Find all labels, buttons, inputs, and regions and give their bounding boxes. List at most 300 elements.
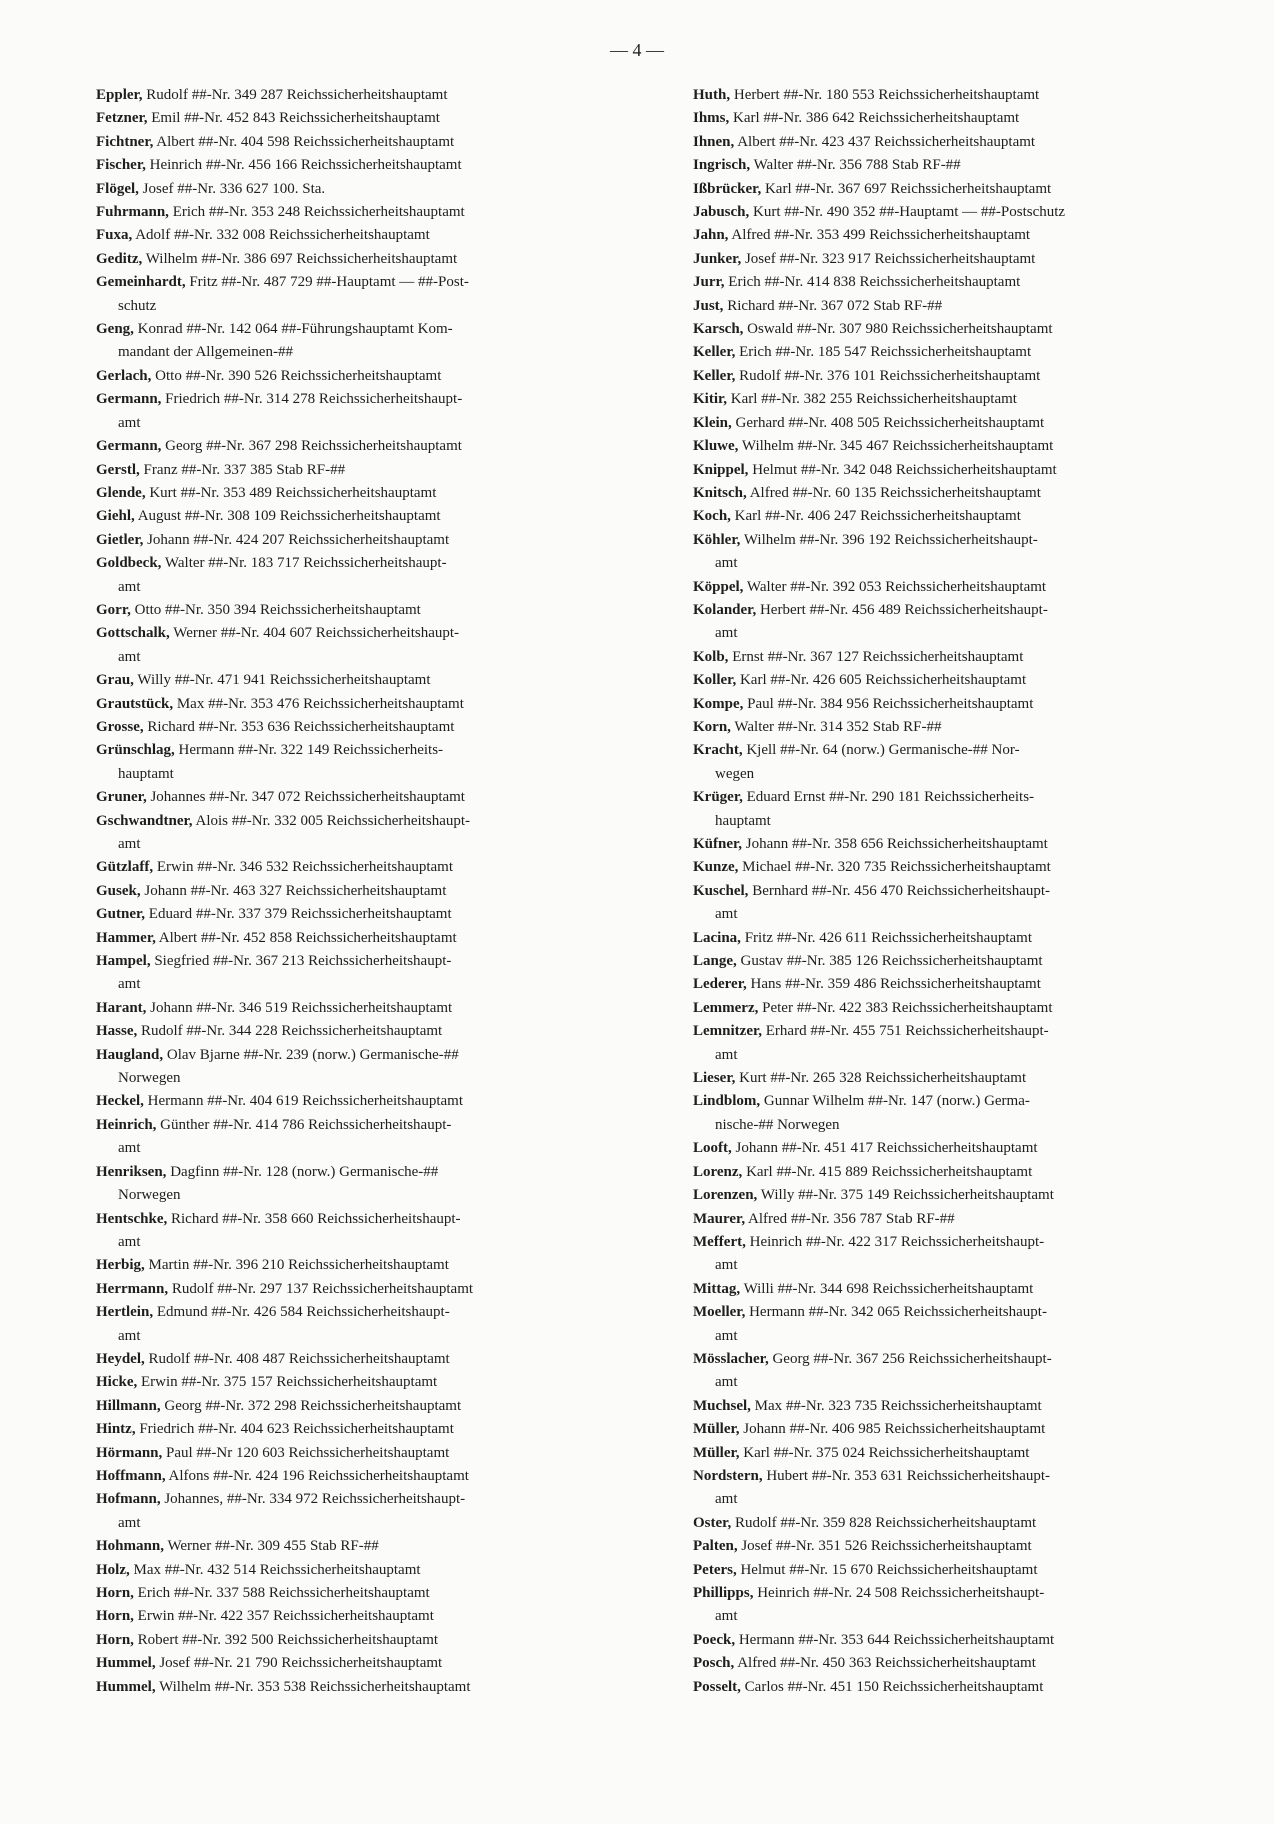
entry-surname: Posch, [693, 1655, 735, 1672]
directory-entry [96, 1208, 636, 1255]
entry-details: Helmut ##-Nr. 15 670 Reichssicherheitshauptamt [740, 1561, 1038, 1578]
entry-details: Josef ##-Nr. 323 917 Reichssicherheitshauptamt [744, 250, 1036, 267]
entry-surname: Lange, [693, 953, 737, 970]
entry-details: Hermann ##-Nr. 404 619 Reichssicherheitshauptamt [147, 1093, 464, 1110]
entry-details: Willy ##-Nr. 471 941 Reichssicherheitshauptamt [137, 672, 431, 689]
directory-entry [693, 880, 1233, 927]
directory-entry [96, 1371, 636, 1394]
directory-entry [693, 669, 1233, 692]
directory-entry [96, 1020, 636, 1043]
entry-details: Paul ##-Nr. 384 956 Reichssicherheitshauptamt [747, 695, 1034, 712]
directory-entry [693, 1442, 1233, 1465]
entry-details: Karl ##-Nr. 426 605 Reichssicherheitshauptamt [739, 672, 1027, 689]
entry-surname: Knippel, [693, 461, 749, 478]
directory-entry [693, 997, 1233, 1020]
entry-surname: Lacina, [693, 929, 741, 946]
entry-details: Richard ##-Nr. 358 660 Reichssicherheitshaupt- [171, 1210, 461, 1227]
directory-entry [96, 669, 636, 692]
entry-surname: Kunze, [693, 859, 739, 876]
directory-entry [96, 1114, 636, 1161]
entry-details: Erich ##-Nr. 414 838 Reichssicherheitshauptamt [728, 274, 1021, 291]
directory-entry [693, 1395, 1233, 1418]
entry-details: Paul ##-Nr 120 603 Reichssicherheitshauptamt [166, 1444, 450, 1461]
entry-surname: Posselt, [693, 1678, 741, 1695]
entry-details: Werner ##-Nr. 404 607 Reichssicherheitshaupt- [173, 625, 460, 642]
entry-details: Emil ##-Nr. 452 843 Reichssicherheitshauptamt [151, 110, 440, 127]
entry-details: Karl ##-Nr. 406 247 Reichssicherheitshauptamt [734, 508, 1021, 525]
entry-surname: Glende, [96, 484, 146, 501]
entry-details: Fritz ##-Nr. 487 729 ##-Hauptamt — ##-Post- [189, 274, 469, 291]
entry-details: Georg ##-Nr. 367 298 Reichssicherheitshauptamt [165, 438, 462, 455]
entry-details: Rudolf ##-Nr. 344 228 Reichssicherheitshauptamt [141, 1023, 443, 1040]
directory-entry [693, 1090, 1233, 1137]
entry-details: Karl ##-Nr. 386 642 Reichssicherheitshauptamt [733, 110, 1020, 127]
entry-continuation: Norwegen [118, 1070, 181, 1087]
entry-surname: Goldbeck, [96, 555, 162, 572]
entry-surname: Müller, [693, 1421, 740, 1438]
entry-details: Albert ##-Nr. 404 598 Reichssicherheitshauptamt [156, 133, 455, 150]
directory-entry [96, 856, 636, 879]
entry-surname: Giehl, [96, 508, 135, 525]
entry-surname: Junker, [693, 250, 742, 267]
directory-entry [693, 271, 1233, 294]
entry-details: Richard ##-Nr. 367 072 Stab RF-## [727, 297, 943, 314]
entry-details: Johann ##-Nr. 451 417 Reichssicherheitshauptamt [735, 1140, 1038, 1157]
entry-details: Alfons ##-Nr. 424 196 Reichssicherheitshauptamt [168, 1467, 469, 1484]
entry-surname: Gschwandtner, [96, 812, 193, 829]
directory-entry [693, 927, 1233, 950]
entry-details: Hubert ##-Nr. 353 631 Reichssicherheitshaupt- [766, 1467, 1051, 1484]
directory-entry [96, 84, 636, 107]
entry-surname: Müller, [693, 1444, 740, 1461]
entry-details: Eduard ##-Nr. 337 379 Reichssicherheitshauptamt [148, 906, 452, 923]
entry-details: Alfred ##-Nr. 450 363 Reichssicherheitshauptamt [737, 1655, 1036, 1672]
entry-surname: Hillmann, [96, 1397, 161, 1414]
directory-entry [96, 1465, 636, 1488]
directory-entry [693, 856, 1233, 879]
entry-surname: Fuhrmann, [96, 204, 169, 221]
entry-surname: Klein, [693, 414, 732, 431]
entry-details: Kurt ##-Nr. 265 328 Reichssicherheitshauptamt [739, 1070, 1027, 1087]
directory-entry [693, 646, 1233, 669]
directory-entry [96, 1535, 636, 1558]
entry-surname: Germann, [96, 391, 162, 408]
directory-entry [693, 154, 1233, 177]
entry-details: Helmut ##-Nr. 342 048 Reichssicherheitshauptamt [752, 461, 1057, 478]
entry-surname: Germann, [96, 438, 162, 455]
entry-details: Josef ##-Nr. 21 790 Reichssicherheitshauptamt [159, 1655, 443, 1672]
directory-entry [693, 833, 1233, 856]
entry-continuation: hauptamt [715, 812, 771, 829]
entry-surname: Huth, [693, 87, 731, 103]
entry-surname: Ißbrücker, [693, 180, 762, 197]
entry-details: Otto ##-Nr. 390 526 Reichssicherheitshauptamt [155, 367, 442, 384]
entry-continuation: amt [118, 1327, 141, 1344]
directory-entry [693, 1559, 1233, 1582]
entry-continuation: amt [118, 1514, 141, 1531]
entry-details: Adolf ##-Nr. 332 008 Reichssicherheitshauptamt [135, 227, 430, 244]
entry-surname: Jabusch, [693, 204, 750, 221]
entry-surname: Koller, [693, 672, 737, 689]
entry-details: Dagfinn ##-Nr. 128 (norw.) Germanische-## [170, 1163, 439, 1180]
directory-entry [96, 1418, 636, 1441]
entry-surname: Peters, [693, 1561, 737, 1578]
entry-details: Heinrich ##-Nr. 456 166 Reichssicherheitshauptamt [149, 157, 462, 174]
directory-entry [96, 1559, 636, 1582]
entry-details: Hermann ##-Nr. 353 644 Reichssicherheitshauptamt [738, 1631, 1055, 1648]
entry-surname: Fischer, [96, 157, 146, 174]
entry-continuation: hauptamt [118, 765, 174, 782]
entry-surname: Hohmann, [96, 1538, 164, 1555]
directory-entry [96, 997, 636, 1020]
entry-continuation: schutz [118, 297, 157, 314]
directory-entry [693, 365, 1233, 388]
entry-surname: Maurer, [693, 1210, 746, 1227]
entry-details: Richard ##-Nr. 353 636 Reichssicherheitshauptamt [147, 718, 455, 735]
entry-continuation: amt [715, 1491, 738, 1508]
directory-entry [96, 154, 636, 177]
entry-details: Fritz ##-Nr. 426 611 Reichssicherheitshauptamt [744, 929, 1032, 946]
entry-surname: Köppel, [693, 578, 744, 595]
entry-surname: Hampel, [96, 953, 151, 970]
entry-surname: Lieser, [693, 1070, 736, 1087]
entry-surname: Gusek, [96, 882, 141, 899]
entry-surname: Keller, [693, 344, 736, 361]
directory-entry [96, 1161, 636, 1208]
entry-details: Georg ##-Nr. 372 298 Reichssicherheitshauptamt [164, 1397, 462, 1414]
entry-surname: Hummel, [96, 1678, 156, 1695]
entry-surname: Lorenz, [693, 1163, 743, 1180]
entry-surname: Hertlein, [96, 1304, 154, 1321]
directory-entry [693, 1676, 1233, 1699]
entry-surname: Hörmann, [96, 1444, 163, 1461]
entry-continuation: nische-## Norwegen [715, 1116, 840, 1133]
entry-details: Gerhard ##-Nr. 408 505 Reichssicherheitshauptamt [735, 414, 1045, 431]
directory-entry [693, 295, 1233, 318]
entry-surname: Heydel, [96, 1350, 145, 1367]
entry-surname: Mittag, [693, 1280, 741, 1297]
entry-details: August ##-Nr. 308 109 Reichssicherheitshauptamt [137, 508, 441, 525]
entry-details: Albert ##-Nr. 423 437 Reichssicherheitshauptamt [737, 133, 1036, 150]
entry-details: Rudolf ##-Nr. 408 487 Reichssicherheitshauptamt [148, 1350, 450, 1367]
entry-continuation: amt [118, 648, 141, 665]
entry-details: Rudolf ##-Nr. 376 101 Reichssicherheitshauptamt [739, 367, 1041, 384]
entry-details: Martin ##-Nr. 396 210 Reichssicherheitshauptamt [148, 1257, 449, 1274]
entry-details: Herbert ##-Nr. 456 489 Reichssicherheitshaupt- [759, 601, 1048, 618]
entry-continuation: amt [715, 1046, 738, 1063]
entry-surname: Koch, [693, 508, 731, 525]
entry-details: Johannes ##-Nr. 347 072 Reichssicherheitshauptamt [150, 789, 465, 806]
entry-surname: Holz, [96, 1561, 130, 1578]
entry-details: Alfred ##-Nr. 356 787 Stab RF-## [748, 1210, 955, 1227]
entry-surname: Lemnitzer, [693, 1023, 763, 1040]
directory-entry [693, 1301, 1233, 1348]
directory-entry [96, 482, 636, 505]
entry-surname: Kolb, [693, 648, 729, 665]
entry-surname: Meffert, [693, 1233, 746, 1250]
entry-details: Robert ##-Nr. 392 500 Reichssicherheitshauptamt [137, 1631, 439, 1648]
entry-details: Karl ##-Nr. 367 697 Reichssicherheitshauptamt [764, 180, 1052, 197]
entry-continuation: Norwegen [118, 1187, 181, 1204]
directory-entry [693, 178, 1233, 201]
entry-continuation: mandant der Allgemeinen-## [118, 344, 293, 361]
entry-details: Erhard ##-Nr. 455 751 Reichssicherheitshaupt- [765, 1023, 1049, 1040]
directory-entry [96, 459, 636, 482]
entry-surname: Fuxa, [96, 227, 133, 244]
entry-continuation: amt [118, 836, 141, 852]
entry-details: Siegfried ##-Nr. 367 213 Reichssicherheitshaupt- [154, 953, 452, 970]
entry-surname: Herrmann, [96, 1280, 169, 1297]
directory-entry [96, 1301, 636, 1348]
entry-surname: Jahn, [693, 227, 729, 244]
entry-surname: Horn, [96, 1585, 134, 1601]
entry-details: Rudolf ##-Nr. 297 137 Reichssicherheitshauptamt [171, 1280, 474, 1297]
entry-details: Wilhelm ##-Nr. 396 192 Reichssicherheitshaupt- [743, 531, 1038, 548]
directory-entry [96, 1254, 636, 1277]
directory-entry [693, 576, 1233, 599]
entry-surname: Grautstück, [96, 695, 174, 712]
directory-entry [693, 1348, 1233, 1395]
entry-surname: Krüger, [693, 789, 743, 806]
entry-surname: Gerstl, [96, 461, 140, 478]
directory-entry [693, 1535, 1233, 1558]
entry-surname: Korn, [693, 718, 731, 735]
directory-entry [96, 903, 636, 926]
directory-entry [96, 318, 636, 365]
entry-details: Michael ##-Nr. 320 735 Reichssicherheitshauptamt [742, 859, 1051, 876]
directory-entry [693, 435, 1233, 458]
entry-surname: Gützlaff, [96, 859, 154, 876]
entry-surname: Fichtner, [96, 133, 154, 150]
entry-details: Albert ##-Nr. 452 858 Reichssicherheitshauptamt [158, 929, 457, 946]
entry-details: Edmund ##-Nr. 426 584 Reichssicherheitshaupt- [156, 1304, 450, 1321]
directory-entry [96, 388, 636, 435]
directory-entry [96, 739, 636, 786]
directory-entry [693, 388, 1233, 411]
directory-entry [693, 1208, 1233, 1231]
entry-surname: Fetzner, [96, 110, 148, 127]
entry-surname: Ingrisch, [693, 157, 751, 174]
entry-surname: Palten, [693, 1538, 738, 1555]
entry-details: Alfred ##-Nr. 353 499 Reichssicherheitshauptamt [731, 227, 1031, 244]
entry-details: Wilhelm ##-Nr. 345 467 Reichssicherheitshauptamt [741, 438, 1054, 455]
entry-continuation: amt [118, 976, 141, 993]
entry-surname: Eppler, [96, 87, 143, 103]
entry-surname: Gruner, [96, 789, 147, 806]
entry-details: Kurt ##-Nr. 490 352 ##-Hauptamt — ##-Postschutz [753, 204, 1066, 221]
entry-surname: Ihnen, [693, 133, 735, 150]
directory-entry [693, 1278, 1233, 1301]
entry-surname: Lindblom, [693, 1093, 761, 1110]
directory-entry [693, 459, 1233, 482]
entry-continuation: amt [715, 625, 738, 642]
entry-details: Hans ##-Nr. 359 486 Reichssicherheitshauptamt [750, 976, 1041, 993]
entry-surname: Muchsel, [693, 1397, 751, 1414]
entry-surname: Phillipps, [693, 1585, 754, 1601]
entry-surname: Kracht, [693, 742, 743, 759]
directory-entry [96, 599, 636, 622]
directory-entry [96, 1629, 636, 1652]
directory-entry [693, 482, 1233, 505]
entry-details: Günther ##-Nr. 414 786 Reichssicherheitshaupt- [160, 1116, 452, 1133]
directory-entry [96, 131, 636, 154]
entry-details: Johann ##-Nr. 424 207 Reichssicherheitshauptamt [147, 531, 450, 548]
entry-details: Erwin ##-Nr. 375 157 Reichssicherheitshauptamt [141, 1374, 438, 1391]
directory-entry [96, 927, 636, 950]
entry-details: Peter ##-Nr. 422 383 Reichssicherheitshauptamt [762, 999, 1053, 1016]
entry-details: Olav Bjarne ##-Nr. 239 (norw.) Germanische-## [166, 1046, 459, 1063]
directory-entry [96, 786, 636, 809]
directory-entry [693, 739, 1233, 786]
entry-surname: Hintz, [96, 1421, 136, 1438]
entry-details: Max ##-Nr. 323 735 Reichssicherheitshauptamt [754, 1397, 1042, 1414]
directory-entry [96, 950, 636, 997]
entry-surname: Gorr, [96, 601, 131, 618]
directory-entry [96, 693, 636, 716]
directory-entry [693, 1582, 1233, 1629]
directory-entry [96, 178, 636, 201]
entry-continuation: amt [118, 1140, 141, 1157]
entry-surname: Hasse, [96, 1023, 138, 1040]
entry-surname: Hummel, [96, 1655, 156, 1672]
entry-surname: Gutner, [96, 906, 146, 923]
entry-details: Walter ##-Nr. 314 352 Stab RF-## [734, 718, 942, 735]
entry-surname: Horn, [96, 1608, 134, 1625]
entry-surname: Heckel, [96, 1093, 144, 1110]
entry-surname: Mösslacher, [693, 1350, 769, 1367]
entry-details: Oswald ##-Nr. 307 980 Reichssicherheitshauptamt [747, 321, 1053, 338]
entry-details: Karl ##-Nr. 375 024 Reichssicherheitshauptamt [743, 1444, 1030, 1461]
directory-entry [693, 131, 1233, 154]
entry-details: Erwin ##-Nr. 346 532 Reichssicherheitshauptamt [156, 859, 454, 876]
entry-details: Walter ##-Nr. 183 717 Reichssicherheitshaupt- [164, 555, 447, 572]
entry-surname: Hofmann, [96, 1491, 161, 1508]
directory-entry [693, 1652, 1233, 1675]
entry-details: Josef ##-Nr. 351 526 Reichssicherheitshauptamt [741, 1538, 1032, 1555]
entry-details: Johann ##-Nr. 358 656 Reichssicherheitshauptamt [745, 836, 1048, 852]
entry-surname: Heinrich, [96, 1116, 157, 1133]
entry-surname: Gietler, [96, 531, 144, 548]
directory-entry [96, 107, 636, 130]
entry-surname: Kluwe, [693, 438, 739, 455]
directory-entry [96, 622, 636, 669]
entry-continuation: amt [118, 414, 141, 431]
entry-details: Kjell ##-Nr. 64 (norw.) Germanische-## Nor- [746, 742, 1020, 759]
entry-details: Rudolf ##-Nr. 359 828 Reichssicherheitshauptamt [734, 1514, 1037, 1531]
directory-entry [96, 1488, 636, 1535]
directory-entry [96, 435, 636, 458]
directory-entry [693, 973, 1233, 996]
entry-details: Karl ##-Nr. 382 255 Reichssicherheitshauptamt [730, 391, 1017, 408]
entry-details: Erwin ##-Nr. 422 357 Reichssicherheitshauptamt [137, 1608, 434, 1625]
entry-continuation: amt [715, 1257, 738, 1274]
entry-details: Johann ##-Nr. 406 985 Reichssicherheitshauptamt [743, 1421, 1046, 1438]
directory-entry [693, 716, 1233, 739]
directory-entry [693, 529, 1233, 576]
entry-details: Josef ##-Nr. 336 627 100. Sta. [142, 180, 326, 197]
directory-entry [693, 1231, 1233, 1278]
entry-details: Alfred ##-Nr. 60 135 Reichssicherheitshauptamt [749, 484, 1041, 501]
directory-entry [96, 201, 636, 224]
entry-surname: Just, [693, 297, 724, 314]
entry-surname: Nordstern, [693, 1467, 763, 1484]
entry-surname: Küfner, [693, 836, 743, 852]
entry-surname: Gottschalk, [96, 625, 170, 642]
entry-surname: Grau, [96, 672, 134, 689]
entry-surname: Kitir, [693, 391, 728, 408]
entry-surname: Hammer, [96, 929, 156, 946]
entry-details: Johann ##-Nr. 346 519 Reichssicherheitshauptamt [150, 999, 453, 1016]
entry-details: Johannes, ##-Nr. 334 972 Reichssicherheitshaupt- [164, 1491, 466, 1508]
directory-entry [693, 505, 1233, 528]
entry-surname: Herbig, [96, 1257, 145, 1274]
entry-surname: Kolander, [693, 601, 757, 618]
entry-surname: Lederer, [693, 976, 747, 993]
entry-details: Erich ##-Nr. 185 547 Reichssicherheitshauptamt [739, 344, 1032, 361]
entry-continuation: amt [715, 1608, 738, 1625]
entry-surname: Geditz, [96, 250, 143, 267]
entry-surname: Köhler, [693, 531, 741, 548]
directory-entry [693, 341, 1233, 364]
entry-details: Franz ##-Nr. 337 385 Stab RF-## [143, 461, 346, 478]
entry-surname: Harant, [96, 999, 147, 1016]
entry-details: Heinrich ##-Nr. 24 508 Reichssicherheitshaupt- [757, 1585, 1045, 1601]
directory-entry [693, 1137, 1233, 1160]
entry-details: Friedrich ##-Nr. 314 278 Reichssicherheitshaupt- [165, 391, 463, 408]
entry-details: Willi ##-Nr. 344 698 Reichssicherheitshauptamt [743, 1280, 1034, 1297]
entry-details: Ernst ##-Nr. 367 127 Reichssicherheitshauptamt [732, 648, 1024, 665]
entry-details: Herbert ##-Nr. 180 553 Reichssicherheitshauptamt [733, 87, 1040, 103]
directory-entry [693, 693, 1233, 716]
entry-surname: Poeck, [693, 1631, 736, 1648]
entry-details: Walter ##-Nr. 392 053 Reichssicherheitshauptamt [746, 578, 1047, 595]
directory-entry [96, 1442, 636, 1465]
entry-continuation: wegen [715, 765, 755, 782]
directory-entry [96, 1652, 636, 1675]
entry-surname: Keller, [693, 367, 736, 384]
directory-entry [96, 365, 636, 388]
entry-details: Erich ##-Nr. 353 248 Reichssicherheitshauptamt [172, 204, 465, 221]
entry-details: Konrad ##-Nr. 142 064 ##-Führungshauptamt Kom- [137, 321, 453, 338]
directory-entry [693, 1418, 1233, 1441]
entry-surname: Hentschke, [96, 1210, 168, 1227]
entry-surname: Hicke, [96, 1374, 138, 1391]
directory-entry [693, 950, 1233, 973]
directory-entry [96, 271, 636, 318]
directory-entry [693, 1184, 1233, 1207]
directory-entry [693, 201, 1233, 224]
entry-surname: Kuschel, [693, 882, 749, 899]
entry-continuation: amt [118, 1233, 141, 1250]
entry-continuation: amt [715, 555, 738, 572]
directory-entry [96, 1278, 636, 1301]
directory-entry [693, 107, 1233, 130]
left-column [96, 84, 636, 1699]
directory-entry [693, 1020, 1233, 1067]
directory-entry [693, 224, 1233, 247]
directory-entry [96, 1582, 636, 1605]
directory-entry [693, 1512, 1233, 1535]
right-column [693, 84, 1233, 1699]
directory-entry [693, 1629, 1233, 1652]
entry-details: Wilhelm ##-Nr. 386 697 Reichssicherheitshauptamt [145, 250, 458, 267]
entry-surname: Haugland, [96, 1046, 164, 1063]
entry-details: Hermann ##-Nr. 322 149 Reichssicherheits- [178, 742, 444, 759]
entry-surname: Oster, [693, 1514, 732, 1531]
directory-entry [96, 552, 636, 599]
entry-surname: Flögel, [96, 180, 139, 197]
entry-details: Erich ##-Nr. 337 588 Reichssicherheitshauptamt [137, 1585, 430, 1601]
